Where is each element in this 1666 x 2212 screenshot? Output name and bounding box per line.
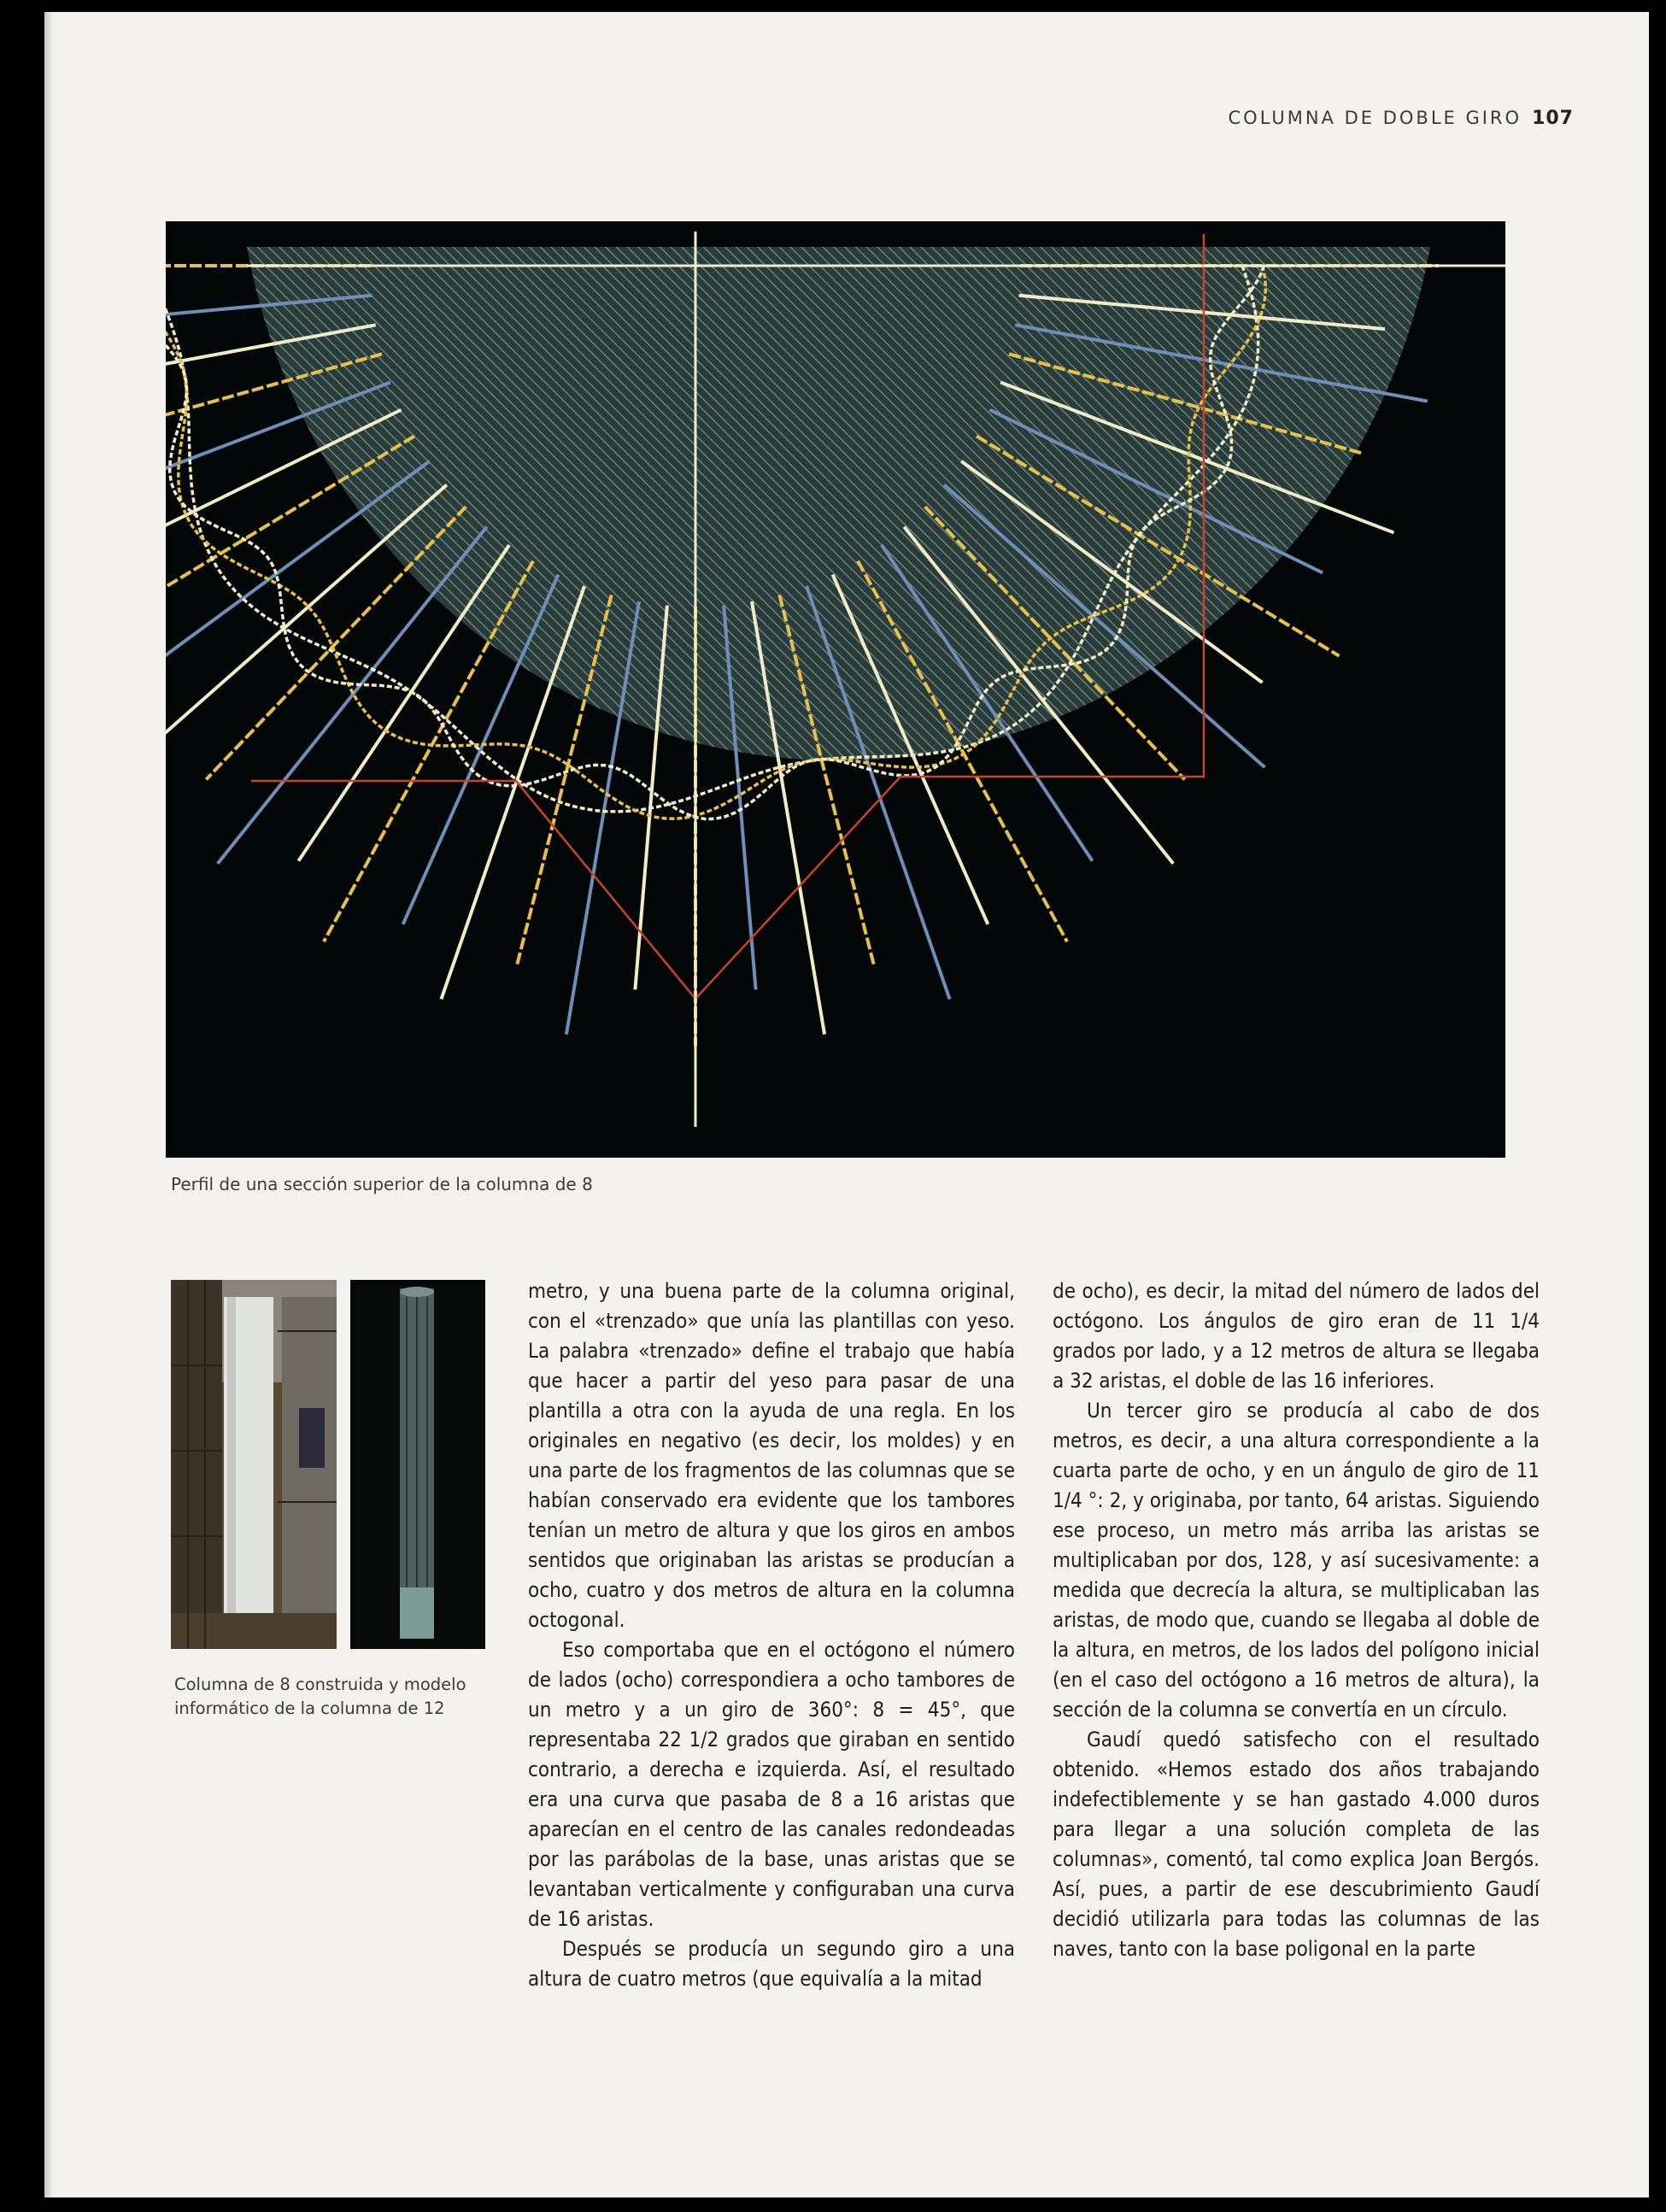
column-section-diagram <box>166 221 1505 1158</box>
paragraph: de ocho), es decir, la mitad del número de lados del octógono. Los ángulos de giro eran de 11 1/4 grados por lado, y a 12 metros de altura se llegaba a 32 aristas, el doble de las 16 inferiores. <box>1053 1279 1540 1393</box>
page-gutter <box>44 12 53 2197</box>
paragraph: Un tercer giro se producía al cabo de dos metros, es decir, a una altura correspondiente a la cuarta parte de ocho, y en un ángulo de giro de 11 1/4 °: 2, y originaba, por tanto, 64 aristas. Siguiendo ese proceso, un metro más arriba las aristas se multiplicaban por dos, 128, y así sucesivamente: a medida que decrecía la altura, se multiplicaban las aristas, de modo que, cuando se llegaba al doble de la altura, en metros, de los lados del polígono inicial (en el caso del octógono a 16 metros de altura), la sección de la columna se convertía en un círculo. <box>1053 1399 1540 1722</box>
book-page <box>44 12 1649 2197</box>
paragraph: Después se producía un segundo giro a una altura de cuatro metros (que equivalía a la mitad <box>528 1937 1015 1991</box>
built-column-photo <box>171 1280 337 1649</box>
column-computer-model <box>350 1280 485 1649</box>
column-section-drawing <box>166 221 1505 1158</box>
paragraph: metro, y una buena parte de la columna original, con el «trenzado» que unía las plantillas con yeso. La palabra «trenzado» define el trabajo que había que hacer a partir del yeso para pasar de una plantilla a otra con la ayuda de una regla. En los originales en negativo (es decir, los moldes) y en una parte de los fragmentos de las columnas que se habían conservado era evidente que los tambores tenían un metro de altura y que los giros en ambos sentidos que originaban las aristas se producían a ocho, cuatro y dos metros de altura en la columna octogonal. <box>528 1279 1015 1632</box>
section-title: COLUMNA DE DOBLE GIRO <box>1228 108 1522 128</box>
main-figure-caption: Perfil de una sección superior de la columna de 8 <box>171 1174 593 1194</box>
paragraph: Gaudí quedó satisfecho con el resultado obtenido. «Hemos estado dos años trabajando indefectiblemente y se han gastado 4.000 duros para llegar a una solución completa de las columnas», comentó, tal como explica Joan Bergós. Así, pues, a partir de ese descubrimiento Gaudí decidió utilizarla para todas las columnas de las naves, tanto con la base poligonal en la parte <box>1053 1728 1540 1961</box>
page-number: 107 <box>1532 108 1574 129</box>
paragraph: Eso comportaba que en el octógono el número de lados (ocho) correspondiera a ocho tambores de un metro y a un giro de 360°: 8 = 45°, que representaba 22 1/2 grados que giraban en sentido contrario, a derecha e izquierda. Así, el resultado era una curva que pasaba de 8 a 16 aristas que aparecían en el centro de las canales redondeadas por las parábolas de la base, unas aristas que se levantaban verticalmente y configuraban una curva de 16 aristas. <box>528 1638 1015 1931</box>
text-column-1 <box>528 1276 1015 1994</box>
running-head <box>1229 108 1574 129</box>
text-column-2 <box>1053 1276 1540 1964</box>
side-figure-caption: Columna de 8 construida y modelo informático de la columna de 12 <box>174 1675 466 1718</box>
